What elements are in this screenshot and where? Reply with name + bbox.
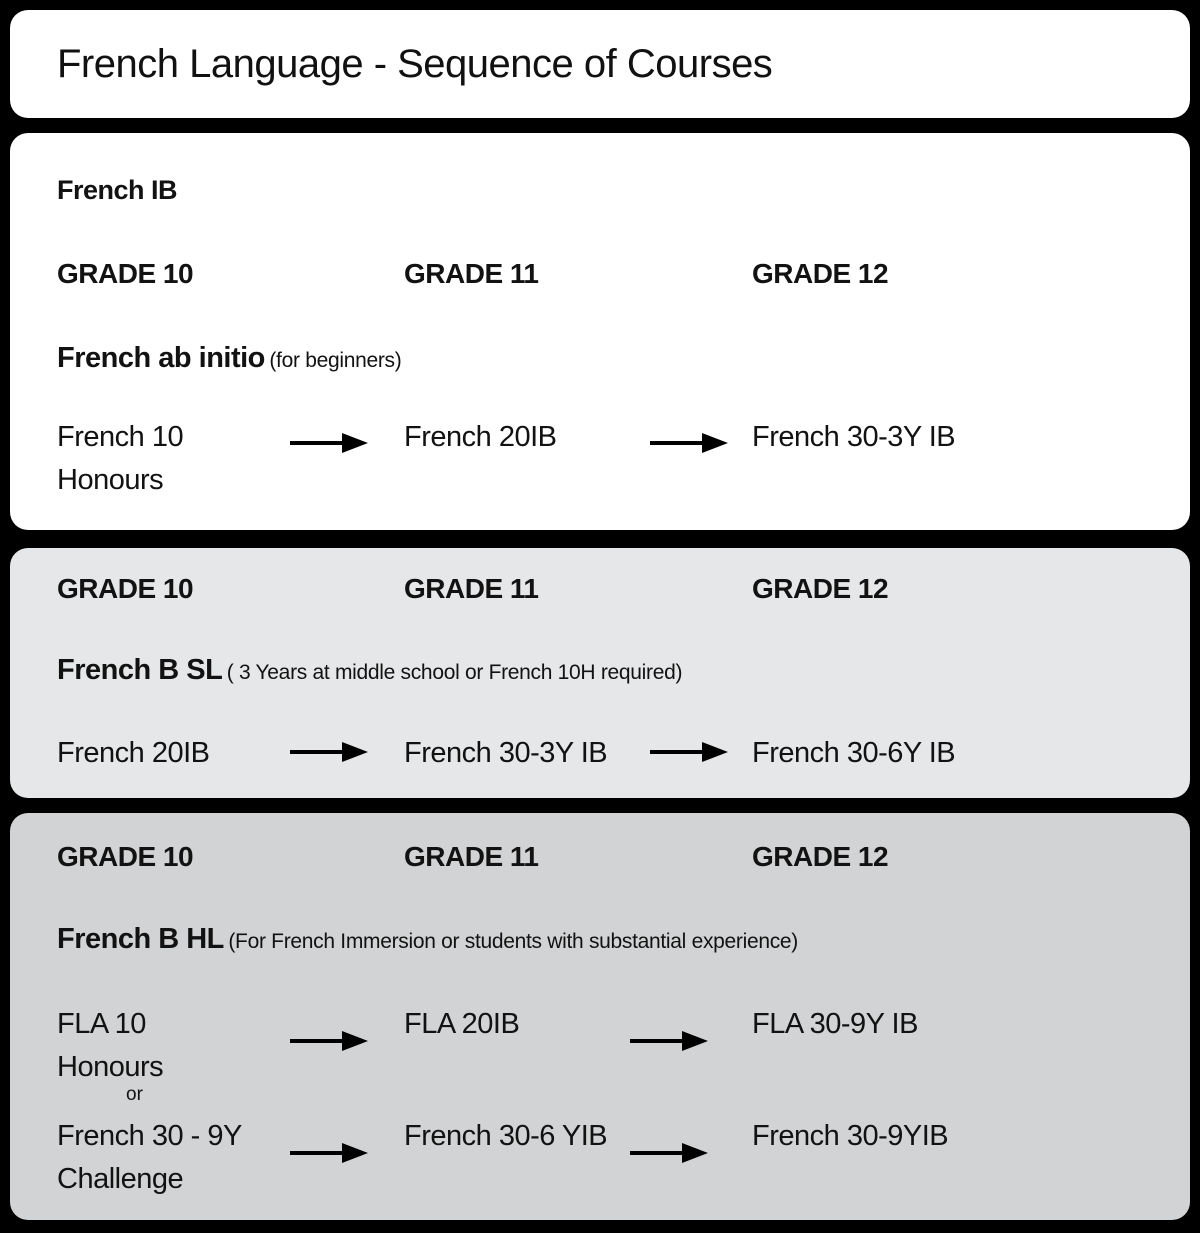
program-note: (For French Immersion or students with substantial experience) xyxy=(228,930,798,953)
program-label xyxy=(57,654,682,687)
program-name: French B SL xyxy=(57,654,223,686)
course-node: French 30-6 YIB xyxy=(404,1120,608,1152)
grade-11-header: GRADE 11 xyxy=(404,258,539,289)
program-note: ( 3 Years at middle school or French 10H required) xyxy=(226,661,683,684)
arrow-right-icon xyxy=(650,433,728,453)
course-line: Honours xyxy=(57,464,164,496)
course-node: French 20IB xyxy=(57,737,210,769)
course-node xyxy=(57,1003,163,1089)
course-node: French 30-9YIB xyxy=(752,1120,949,1152)
arrow-head xyxy=(702,433,728,453)
arrow-head xyxy=(342,742,368,762)
grade-12-header: GRADE 12 xyxy=(752,841,889,872)
course-line: FLA 10 xyxy=(57,1008,146,1040)
arrow-right-icon xyxy=(290,742,368,762)
arrow-head xyxy=(682,1143,708,1163)
program-label xyxy=(57,342,401,375)
arrow-right-icon xyxy=(630,1031,708,1051)
arrow-shaft xyxy=(650,750,706,754)
title-card xyxy=(10,10,1190,118)
or-label: or xyxy=(126,1084,143,1105)
arrow-right-icon xyxy=(290,433,368,453)
arrow-head xyxy=(342,1143,368,1163)
course-line: French 30 - 9Y xyxy=(57,1120,242,1152)
course-node xyxy=(57,416,183,502)
french-ib-heading: French IB xyxy=(57,175,178,205)
french-ib-section xyxy=(10,133,1190,530)
arrow-shaft xyxy=(630,1151,686,1155)
arrow-right-icon xyxy=(290,1143,368,1163)
program-label xyxy=(57,923,798,956)
arrow-shaft xyxy=(290,1039,346,1043)
program-note: (for beginners) xyxy=(269,349,402,372)
grade-10-header: GRADE 10 xyxy=(57,258,194,289)
grade-10-header: GRADE 10 xyxy=(57,841,194,872)
grade-11-header: GRADE 11 xyxy=(404,841,539,872)
french-b-sl-section xyxy=(10,548,1190,798)
course-node: French 30-3Y IB xyxy=(404,737,608,769)
arrow-head xyxy=(342,1031,368,1051)
arrow-shaft xyxy=(630,1039,686,1043)
grade-10-header: GRADE 10 xyxy=(57,573,194,604)
arrow-right-icon xyxy=(630,1143,708,1163)
arrow-shaft xyxy=(290,750,346,754)
course-line: Honours xyxy=(57,1051,164,1083)
grade-12-header: GRADE 12 xyxy=(752,258,889,289)
program-name: French B HL xyxy=(57,923,224,955)
program-name: French ab initio xyxy=(57,342,265,374)
course-node xyxy=(57,1115,242,1201)
course-node: FLA 30-9Y IB xyxy=(752,1008,918,1040)
grade-12-header: GRADE 12 xyxy=(752,573,889,604)
course-line: Challenge xyxy=(57,1163,184,1195)
arrow-head xyxy=(342,433,368,453)
arrow-right-icon xyxy=(290,1031,368,1051)
course-node: French 30-3Y IB xyxy=(752,421,956,453)
arrow-shaft xyxy=(290,441,346,445)
course-node: French 30-6Y IB xyxy=(752,737,956,769)
arrow-right-icon xyxy=(650,742,728,762)
course-node: FLA 20IB xyxy=(404,1008,520,1040)
course-line: French 10 xyxy=(57,421,184,453)
course-node: French 20IB xyxy=(404,421,557,453)
grade-11-header: GRADE 11 xyxy=(404,573,539,604)
french-b-hl-section xyxy=(10,813,1190,1220)
page-title: French Language - Sequence of Courses xyxy=(57,41,773,86)
arrow-shaft xyxy=(290,1151,346,1155)
arrow-shaft xyxy=(650,441,706,445)
arrow-head xyxy=(682,1031,708,1051)
arrow-head xyxy=(702,742,728,762)
